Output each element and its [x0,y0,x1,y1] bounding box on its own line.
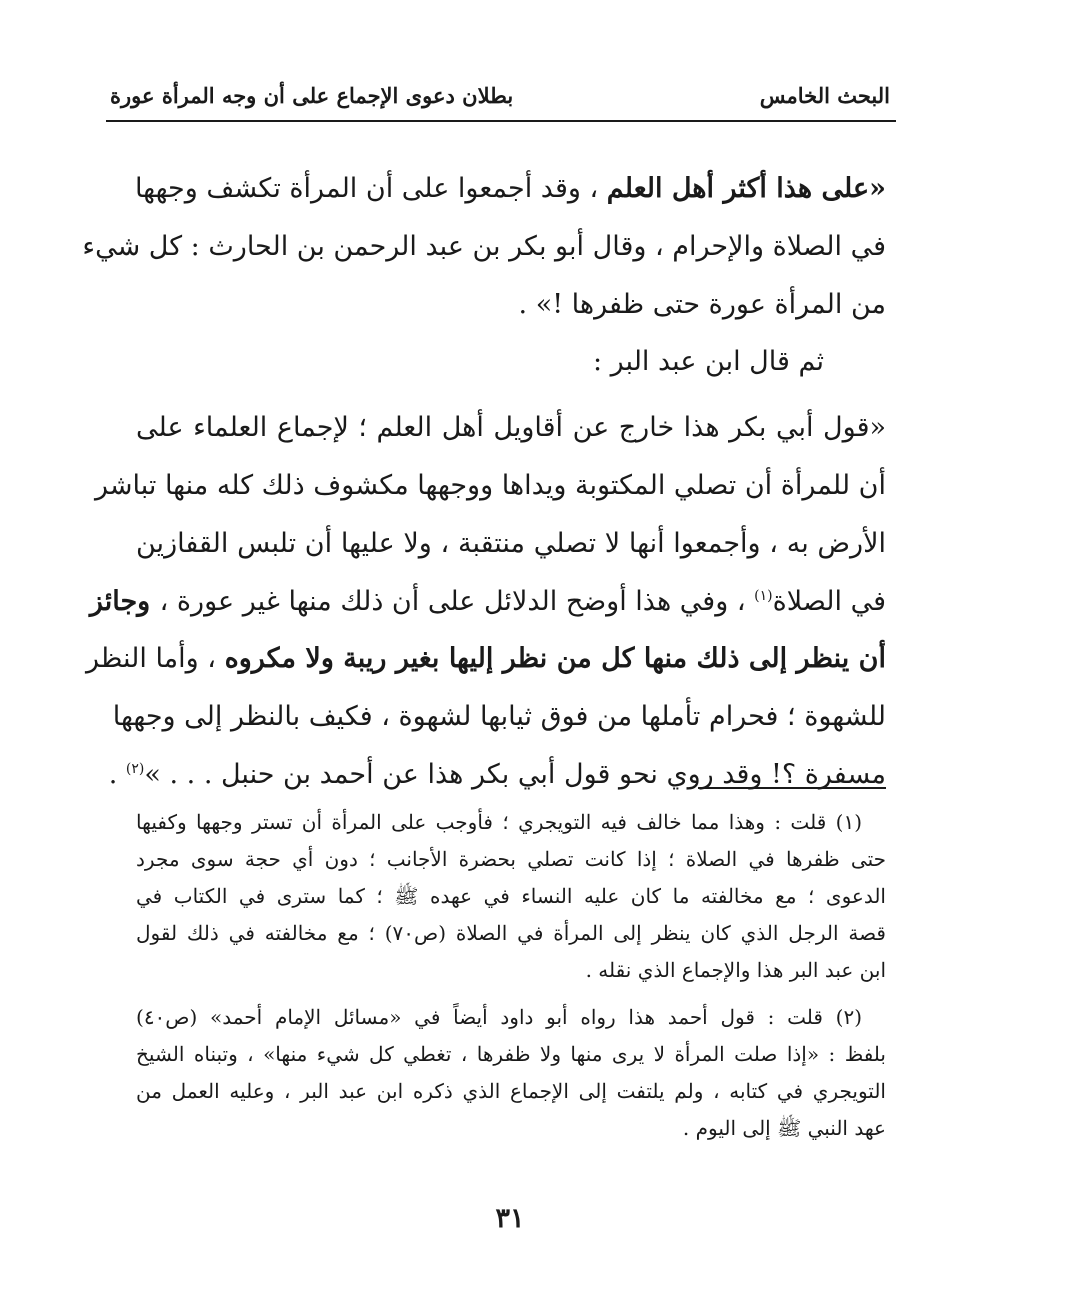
footnote-1-line: الدعوى ؛ مع مخالفته ما كان عليه النساء في عهده ﷺ ؛ كما سترى في الكتاب في [136,884,886,908]
footnotes [136,804,886,1147]
footnote-1-line: ابن عبد البر هذا والإجماع الذي نقله . [585,958,886,982]
text-line [136,160,886,218]
text-line: للشهوة ؛ فحرام تأملها من فوق ثيابها لشهوة ، فكيف بالنظر إلى وجهها [112,701,886,733]
text-run: . [108,758,126,790]
text-line [89,573,886,631]
text-line: من المرأة عورة حتى ظفرها !» . [518,288,886,320]
text-run: ، وأما النظر [85,643,225,675]
text-line: في الصلاة والإحرام ، وقال أبو بكر بن عبد الرحمن بن الحارث : كل شيء [82,230,886,262]
footnote-ref-1[interactable]: (١) [754,587,773,604]
bold-phrase: وجائز [89,585,160,617]
header-title: بطلان دعوى الإجماع على أن وجه المرأة عورة [110,82,514,108]
footnote-2-line: عهد النبي ﷺ إلى اليوم . [682,1116,886,1140]
bold-phrase: أن ينظر إلى ذلك منها كل من نظر إليها بغير ريبة ولا مكروه [224,643,886,675]
text-line: ثم قال ابن عبد البر : [592,346,824,378]
running-header [110,75,890,115]
header-divider [106,120,896,122]
text-line: أن للمرأة أن تصلي المكتوبة ويداها ووجهها مكشوف ذلك كله منها تباشر [94,469,886,501]
text-run: ، وفي هذا أوضح الدلائل على أن ذلك منها غير عورة ، [159,585,755,617]
text-line [85,630,886,688]
footnote-spacer [136,989,886,999]
footnote-2-line: (٢) قلت : قول أحمد هذا رواه أبو داود أيضاً في «مسائل الإمام أحمد» (ص٤٠) [136,1005,862,1029]
footnote-1-line: حتى ظفرها في الصلاة ؛ إذا كانت تصلي بحضرة الأجانب ؛ دون أي حجة سوى مجرد [136,847,886,871]
footnote-1-line: (١) قلت : وهذا مما خالف فيه التويجري ؛ فأوجب على المرأة أن تستر وجهها وكفيها [136,810,862,834]
footnote-2-line: بلفظ : «إذا صلت المرأة لا يرى منها ولا ظفرها ، تغطي كل شيء منها» ، وتبناه الشيخ [136,1042,886,1066]
text-run: في الصلاة [772,585,886,617]
page-number: ٣١ [495,1203,525,1234]
footnote-1-line: قصة الرجل الذي كان ينظر إلى المرأة في الصلاة (ص٧٠) ؛ مع مخالفته في ذلك لقول [136,921,886,945]
text-run: مسفرة ؟! وقد روي نحو قول أبي بكر هذا عن أحمد بن حنبل . . . » [144,758,886,790]
footnote-ref-2[interactable]: (٢) [125,760,145,777]
chapter-label: البحث الخامس [759,82,890,108]
text-line: الأرض به ، وأجمعوا أنها لا تصلي منتقبة ، ولا عليها أن تلبس القفازين [136,527,886,559]
text-line [108,746,886,804]
text-run: ، وقد أجمعوا على أن المرأة تكشف وجهها [134,173,599,204]
bold-phrase: «على هذا أكثر أهل العلم [606,173,886,204]
main-text [82,160,886,804]
text-line: «قول أبي بكر هذا خارج عن أقاويل أهل العلم ؛ لإجماع العلماء على [136,412,886,444]
footnote-2-line: التويجري في كتابه ، ولم يلتفت إلى الإجماع الذي ذكره ابن عبد البر ، وعليه العمل من [136,1079,886,1103]
footnote-divider [698,787,886,789]
